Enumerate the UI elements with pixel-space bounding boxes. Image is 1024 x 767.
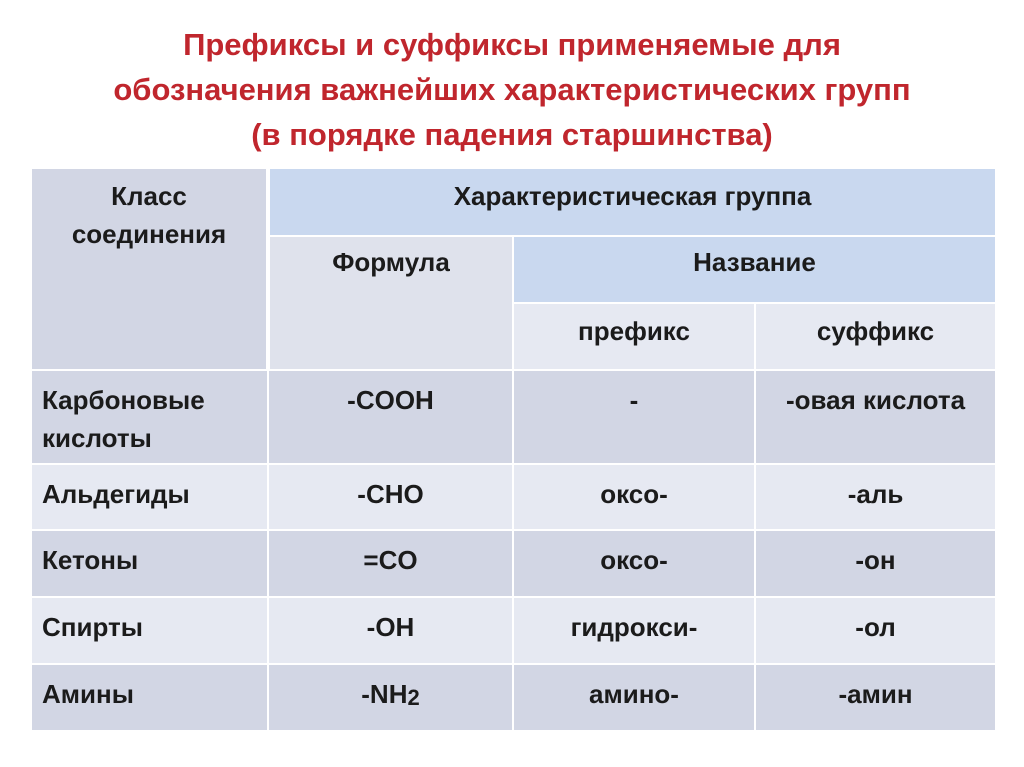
class-cell: Амины [31,664,268,731]
suffix-cell: -амин [755,664,996,731]
title-line-2: обозначения важнейших характеристических групп [113,72,911,107]
class-header-line-2: соединения [71,219,227,249]
header-row-1 [31,168,996,236]
groups-table [30,167,997,732]
class-header-cell [31,168,268,370]
title-line-1: Префиксы и суффиксы применяемые для [183,27,841,62]
prefix-cell: гидрокси- [513,597,755,664]
suffix-header-label: суффикс [816,316,935,346]
class-cell: Кетоны [31,530,268,597]
group-header-label: Характеристическая группа [453,181,812,211]
group-header-cell [268,168,996,236]
suffix-cell: -овая кислота [755,370,996,464]
slide-title [0,22,1024,157]
formula-cell: -COOH [268,370,513,464]
class-cell [31,370,268,464]
prefix-header-label: префикс [578,316,690,346]
formula-cell [268,664,513,731]
prefix-cell: амино- [513,664,755,731]
class-cell-line-1: Карбоновые [42,385,205,415]
class-cell: Спирты [31,597,268,664]
suffix-header-cell [755,303,996,370]
table-row [31,464,996,530]
suffix-cell: -он [755,530,996,597]
prefix-cell: оксо- [513,464,755,530]
table-row [31,530,996,597]
formula-cell: -OH [268,597,513,664]
prefix-cell: - [513,370,755,464]
prefix-cell: оксо- [513,530,755,597]
title-line-3: (в порядке падения старшинства) [251,117,773,152]
formula-cell: =CO [268,530,513,597]
table-row [31,370,996,464]
table-row [31,664,996,731]
formula-header-cell [268,236,513,370]
formula-header-label: Формула [332,247,450,277]
name-header-label: Название [693,247,816,277]
formula-cell: -CHO [268,464,513,530]
prefix-header-cell [513,303,755,370]
class-header-line-1: Класс [111,181,187,211]
class-cell: Альдегиды [31,464,268,530]
suffix-cell: -ол [755,597,996,664]
class-cell-line-2: кислоты [42,423,152,453]
suffix-cell: -аль [755,464,996,530]
formula-main: -NH [361,679,408,709]
name-header-cell [513,236,996,303]
formula-subscript: 2 [407,685,420,710]
table-row [31,597,996,664]
